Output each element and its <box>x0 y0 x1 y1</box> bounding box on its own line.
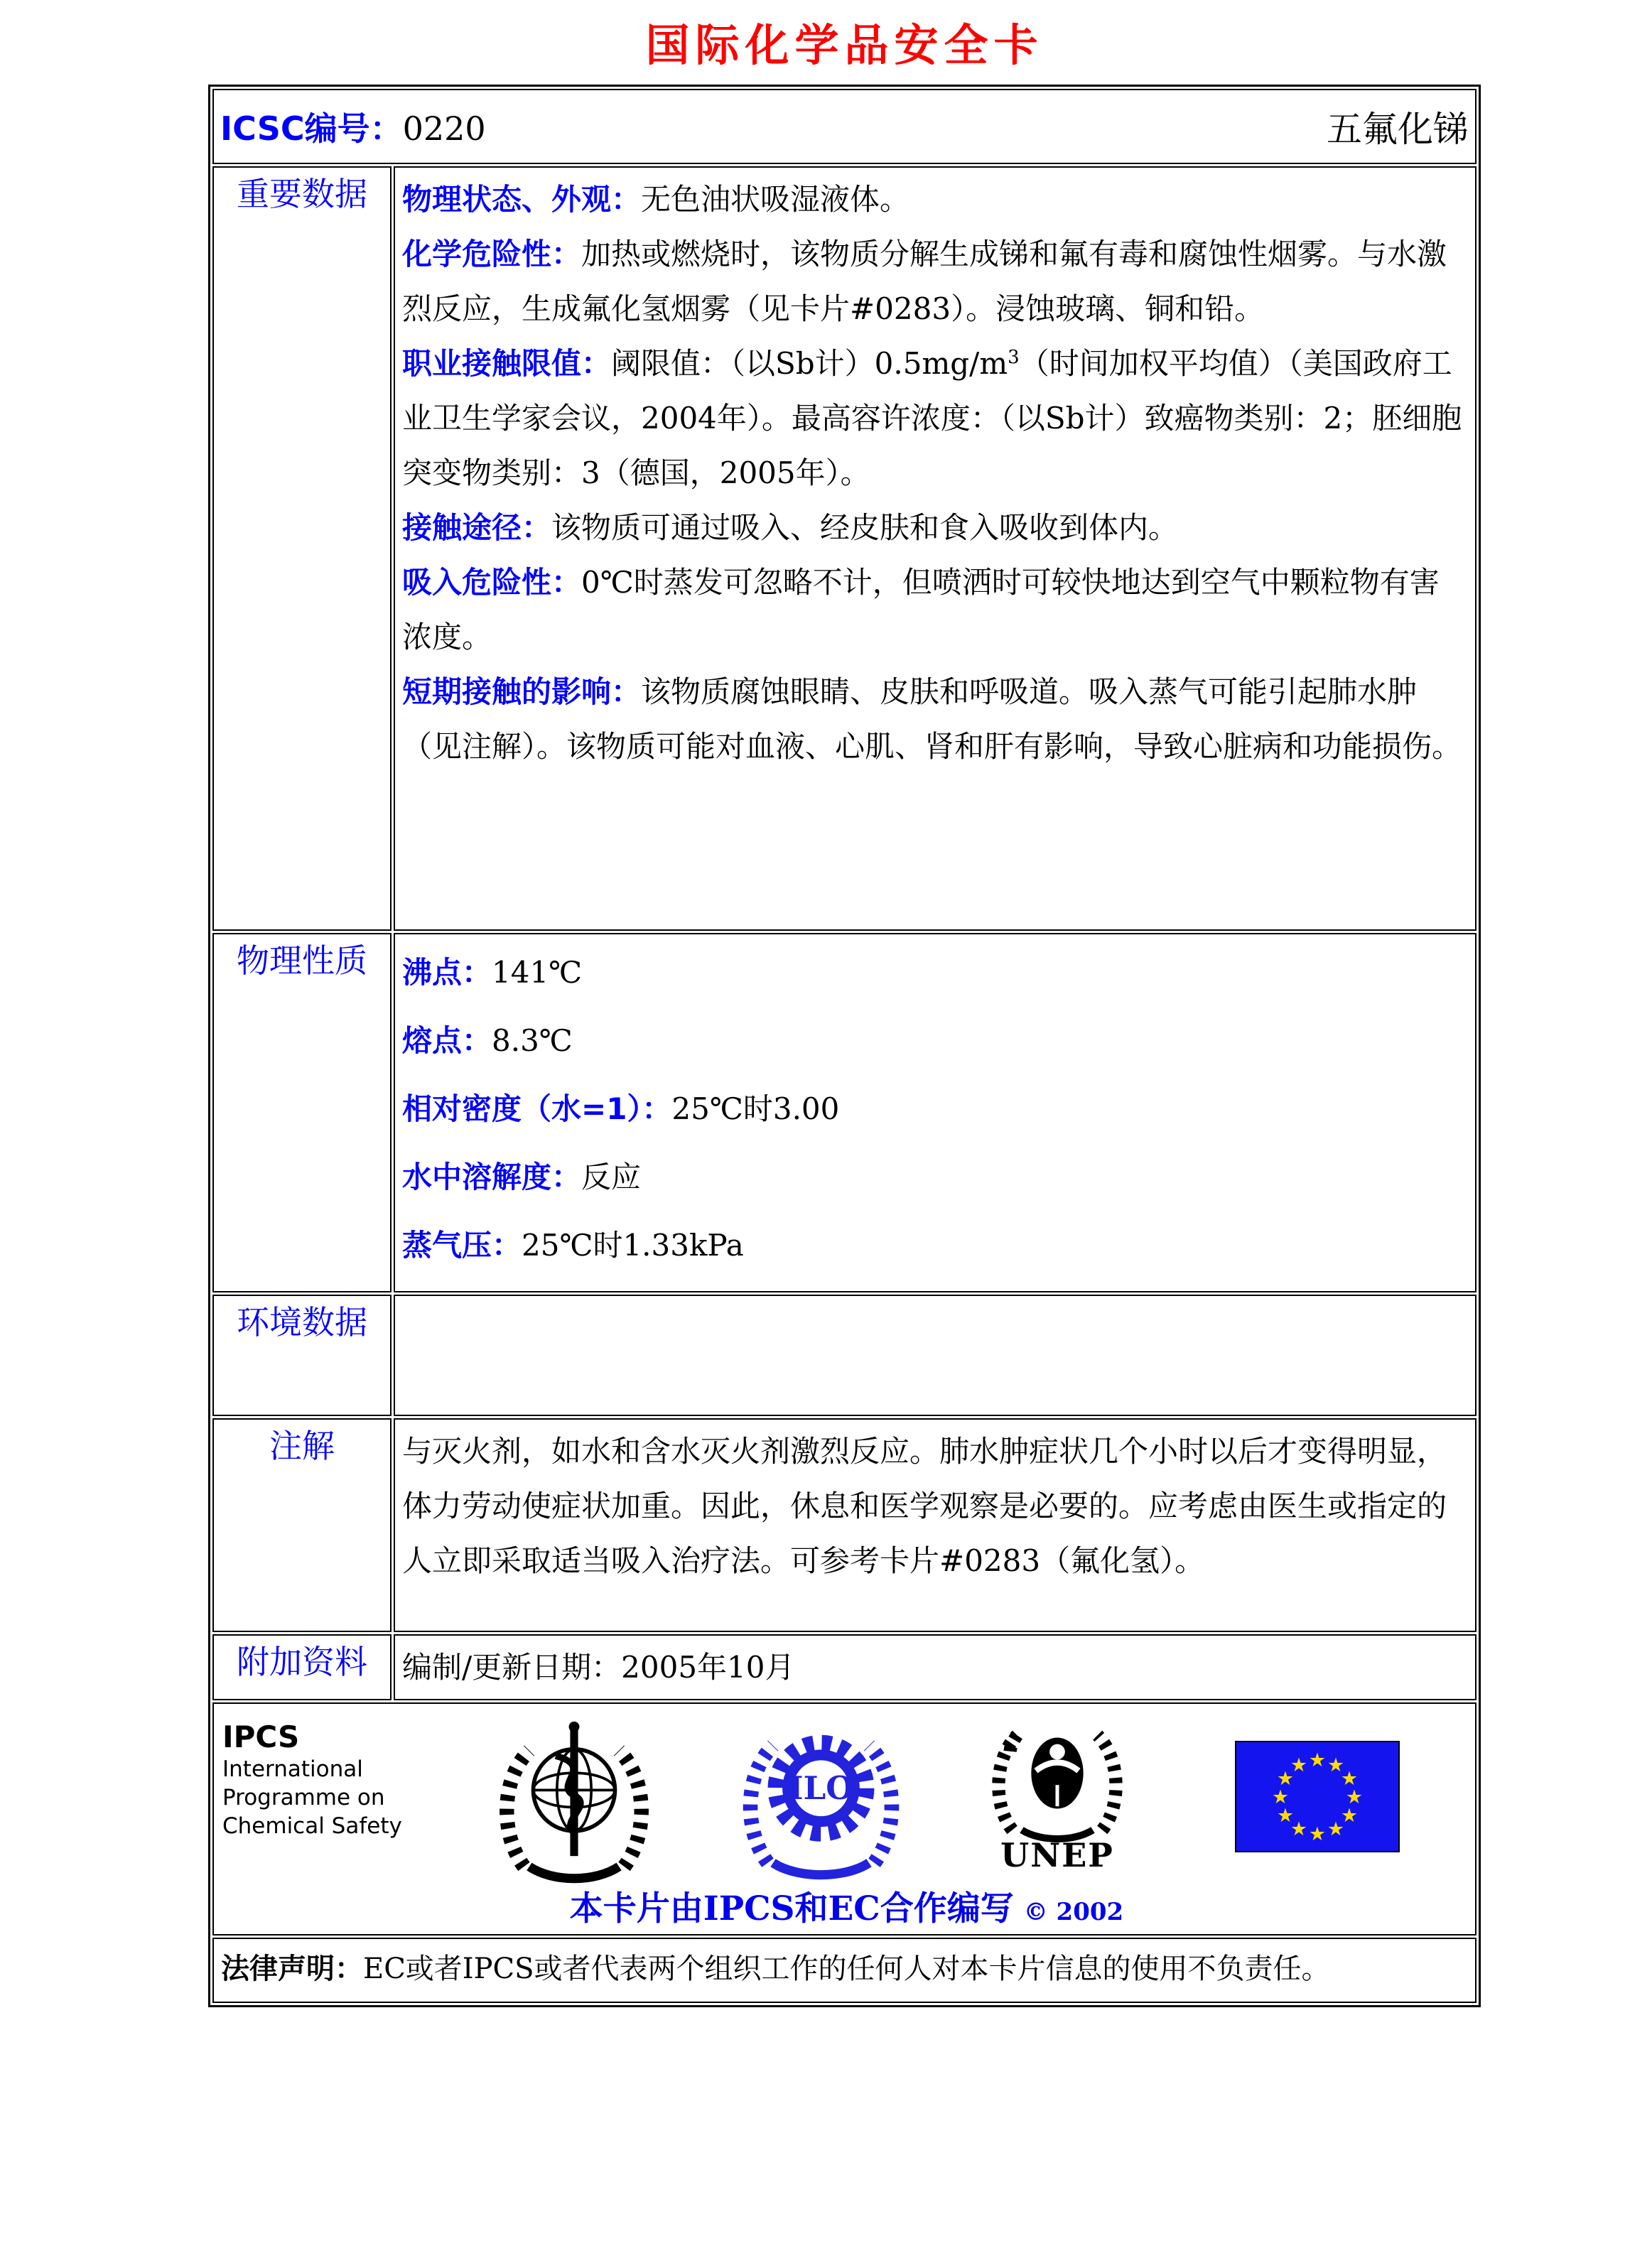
eu-flag-icon <box>1235 1711 1400 1852</box>
field-text: 加热或燃烧时，该物质分解生成锑和氟有毒和腐蚀性烟雾。与水激烈反应，生成氟化氢烟雾（见卡片#0283）。浸蚀玻璃、铜和铅。 <box>402 237 1447 326</box>
ipcs-line2: Programme on <box>222 1785 385 1810</box>
important-data-content <box>394 166 1476 931</box>
svg-text:★: ★ <box>1276 1768 1295 1790</box>
svg-text:★: ★ <box>1308 1749 1327 1771</box>
field-text: 该物质腐蚀眼睛、皮肤和呼吸道。吸入蒸气可能引起肺水肿（见注解）。该物质可能对血液、心肌、肾和肝有影响，导致心脏病和功能损伤。 <box>402 674 1462 764</box>
paragraph-short-term-effects <box>402 664 1468 774</box>
icsc-number-label: ICSC编号： <box>220 109 403 148</box>
physical-properties-row <box>212 933 1476 1292</box>
who-icon <box>492 1711 656 1885</box>
property-melting-point <box>402 1007 1468 1075</box>
legal-label: 法律声明： <box>221 1953 363 1985</box>
property-value: 25℃时3.00 <box>671 1091 840 1126</box>
property-boiling-point <box>402 939 1468 1007</box>
property-relative-density <box>402 1075 1468 1143</box>
environmental-data-label: 环境数据 <box>212 1295 392 1416</box>
field-text-pre: 阈限值：（以Sb计）0.5mg/m <box>611 346 1008 381</box>
organization-logos <box>222 1711 1471 1885</box>
environmental-data-row <box>212 1295 1476 1416</box>
legal-row <box>212 1938 1476 2003</box>
update-date-value: 2005年10月 <box>621 1650 795 1685</box>
important-data-row <box>212 166 1476 931</box>
property-label: 蒸气压： <box>402 1228 522 1263</box>
legal-content <box>212 1938 1476 2003</box>
notes-text: 与灭火剂，如水和含水灭火剂激烈反应。肺水肿症状几个小时以后才变得明显，体力劳动使症状加重。因此，休息和医学观察是必要的。应考虑由医生或指定的人立即采取适当吸入治疗法。可参考卡片#0283（氟化氢）。 <box>402 1434 1447 1578</box>
additional-info-row <box>212 1634 1476 1700</box>
paragraph-inhalation-risk <box>402 555 1468 664</box>
paragraph-exposure-routes <box>402 500 1468 555</box>
field-label: 职业接触限值： <box>402 346 612 381</box>
ipcs-text-block <box>222 1711 436 1840</box>
field-label: 吸入危险性： <box>402 565 582 600</box>
property-label: 相对密度（水=1）： <box>402 1091 672 1126</box>
additional-info-content <box>394 1634 1476 1700</box>
unep-wordmark: UNEP <box>1000 1836 1114 1874</box>
ilo-letters: ILO <box>788 1769 854 1807</box>
copyright-text: © 2002 <box>1023 1898 1124 1926</box>
page-title: 国际化学品安全卡 <box>645 19 1044 71</box>
ipcs-line1: International <box>222 1756 363 1782</box>
property-label: 熔点： <box>402 1023 492 1058</box>
svg-text:★: ★ <box>1276 1805 1295 1827</box>
paragraph-occupational-exposure-limits <box>402 336 1468 500</box>
property-value: 141℃ <box>492 955 583 990</box>
update-date-label: 编制/更新日期： <box>402 1650 622 1685</box>
svg-text:★: ★ <box>1271 1786 1290 1808</box>
svg-text:★: ★ <box>1327 1754 1345 1776</box>
svg-text:★: ★ <box>1340 1768 1359 1790</box>
icsc-number-value: 0220 <box>402 109 486 148</box>
field-label: 短期接触的影响： <box>402 674 642 709</box>
logos-row <box>212 1702 1476 1935</box>
notes-content <box>394 1418 1476 1632</box>
field-label: 接触途径： <box>402 510 552 545</box>
credit-text: 本卡片由IPCS和EC合作编写 <box>569 1889 1014 1928</box>
physical-properties-content <box>394 933 1476 1292</box>
paragraph-physical-state <box>402 172 1468 227</box>
field-label: 化学危险性： <box>402 237 582 271</box>
svg-text:★: ★ <box>1340 1805 1359 1827</box>
credit-line <box>222 1882 1471 1930</box>
header-row <box>212 89 1476 164</box>
notes-row <box>212 1418 1476 1632</box>
legal-text: EC或者IPCS或者代表两个组织工作的任何人对本卡片信息的使用不负责任。 <box>363 1953 1330 1985</box>
field-text: 0℃时蒸发可忽略不计，但喷洒时可较快地达到空气中颗粒物有害浓度。 <box>402 565 1440 654</box>
property-water-solubility <box>402 1143 1468 1211</box>
card-header <box>215 91 1474 162</box>
ilo-icon <box>741 1711 901 1881</box>
additional-info-label: 附加资料 <box>212 1634 392 1700</box>
ipcs-acronym: IPCS <box>222 1719 300 1754</box>
superscript: 3 <box>1008 347 1020 368</box>
field-text: 该物质可通过吸入、经皮肤和食入吸收到体内。 <box>551 510 1179 545</box>
physical-properties-label: 物理性质 <box>212 933 392 1292</box>
property-label: 沸点： <box>402 955 492 990</box>
field-text-post: （时间加权平均值）（美国政府工业卫生学家会议，2004年）。最高容许浓度：（以Sb计）致癌物类别：2；胚细胞突变物类别：3（德国，2005年）。 <box>402 346 1462 490</box>
property-value: 8.3℃ <box>492 1023 573 1058</box>
icsc-table <box>208 85 1481 2007</box>
notes-label: 注解 <box>212 1418 392 1632</box>
unep-icon <box>986 1711 1128 1872</box>
property-vapor-pressure <box>402 1211 1468 1280</box>
ipcs-line3: Chemical Safety <box>222 1813 402 1839</box>
property-value: 25℃时1.33kPa <box>522 1228 744 1263</box>
paragraph-chemical-danger <box>402 227 1468 336</box>
icsc-card <box>208 0 1481 2007</box>
svg-text:★: ★ <box>1308 1823 1327 1845</box>
chemical-name: 五氟化锑 <box>1327 109 1469 150</box>
svg-text:★: ★ <box>1327 1818 1345 1840</box>
property-value: 反应 <box>581 1160 642 1194</box>
svg-text:★: ★ <box>1290 1754 1308 1776</box>
svg-text:★: ★ <box>1345 1786 1364 1808</box>
important-data-label: 重要数据 <box>212 166 392 931</box>
field-text: 无色油状吸湿液体。 <box>641 182 910 217</box>
environmental-data-content <box>394 1295 1476 1416</box>
field-label: 物理状态、外观： <box>402 182 642 217</box>
icsc-number-group <box>220 103 486 150</box>
property-label: 水中溶解度： <box>402 1160 582 1194</box>
svg-text:★: ★ <box>1290 1818 1308 1840</box>
